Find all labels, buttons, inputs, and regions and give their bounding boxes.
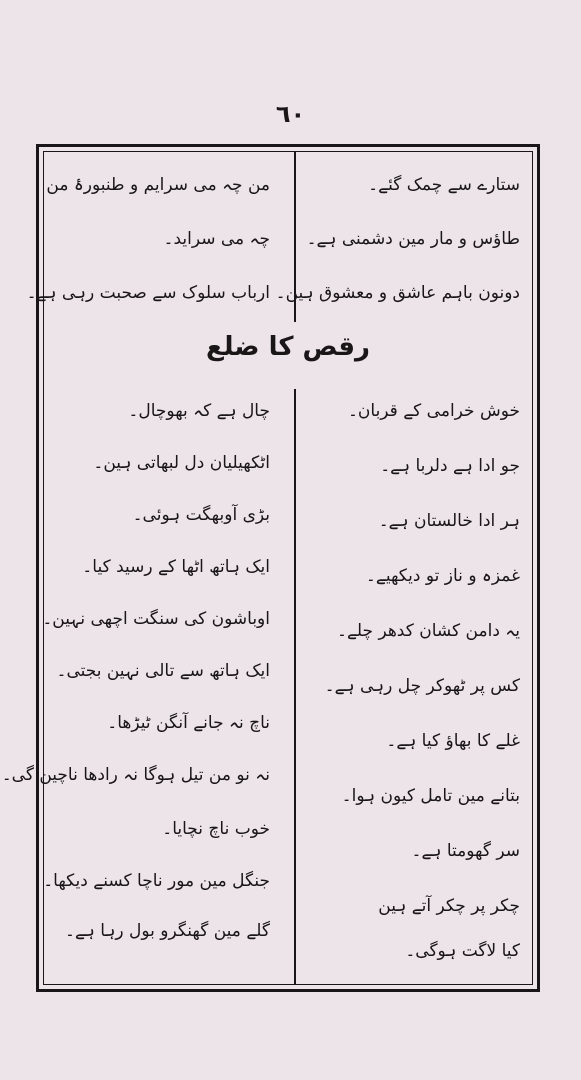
text-line: من چہ می سرایم و طنبورۂ من [46, 175, 270, 195]
text-line: جو ادا ہے دلربا ہے۔ [380, 456, 520, 476]
text-line: طاؤس و مار مین دشمنی ہے۔ [306, 229, 520, 249]
text-line: گلے مین گھنگرو بول رہا ہے۔ [64, 921, 270, 941]
text-line: بڑی آوبھگت ہوئی۔ [132, 505, 270, 525]
text-line: غلے کا بھاؤ کیا ہے۔ [386, 731, 520, 751]
column-divider-bottom [294, 389, 296, 984]
text-line: سر گھومتا ہے۔ [411, 841, 520, 861]
text-line: اوباشون کی سنگت اچھی نہین۔ [42, 609, 270, 629]
text-line: کیا لاگت ہوگی۔ [405, 941, 520, 961]
text-line: ایک ہاتھ اٹھا کے رسید کیا۔ [82, 557, 270, 577]
page-frame-inner [1, 151, 533, 985]
text-line: کس پر ٹھوکر چل رہی ہے۔ [324, 676, 520, 696]
text-line: چال ہے کہ بھوچال۔ [128, 401, 270, 421]
text-line: ناچ نہ جانے آنگن ٹیڑھا۔ [107, 713, 270, 733]
text-line: خوب ناچ نچایا۔ [162, 819, 270, 839]
text-line: جنگل مین مور ناچا کسنے دیکھا۔ [43, 871, 270, 891]
text-line: یہ دامن کشان کدھر چلے۔ [337, 621, 520, 641]
text-line: بتانے مین تامل کیون ہوا۔ [341, 786, 520, 806]
text-line: نہ نو من تیل ہوگا نہ رادھا ناچین گی۔ [1, 765, 270, 785]
text-line: ارباب سلوک سے صحبت رہی ہے۔ [26, 283, 270, 303]
text-line: خوش خرامی کے قربان۔ [347, 401, 520, 421]
page-frame [1, 144, 540, 992]
text-line: دونون باہم عاشق و معشوق ہین۔ [275, 283, 520, 303]
text-line: اٹکھیلیان دل لبھاتی ہین۔ [93, 453, 270, 473]
text-line: ایک ہاتھ سے تالی نہین بجتی۔ [56, 661, 270, 681]
text-line: چہ می سراید۔ [163, 229, 270, 249]
text-line: ہر ادا خالستان ہے۔ [378, 511, 520, 531]
text-line: ستارے سے چمک گئے۔ [368, 175, 520, 195]
page-number: ٦٠ [275, 100, 306, 128]
text-line: چکر پر چکر آتے ہین [378, 896, 520, 916]
section-heading: رقص کا ضلع [206, 332, 370, 362]
text-line: غمزہ و ناز تو دیکھیے۔ [365, 566, 520, 586]
